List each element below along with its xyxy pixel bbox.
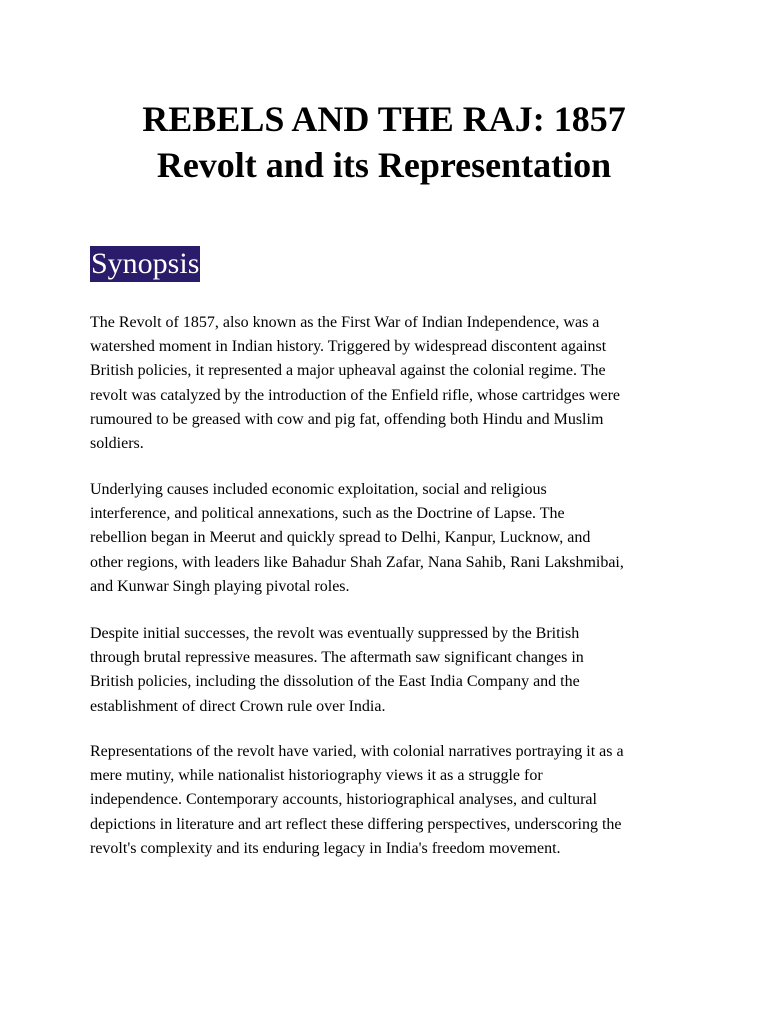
paragraph-line: mere mutiny, while nationalist historiography views it as a struggle for <box>90 767 543 785</box>
paragraph-line: and Kunwar Singh playing pivotal roles. <box>90 577 350 595</box>
paragraph-4 <box>90 740 714 861</box>
paragraph-2 <box>90 478 714 599</box>
paragraph-line: interference, and political annexations, such as the Doctrine of Lapse. The <box>90 505 565 523</box>
paragraph-line: independence. Contemporary accounts, historiographical analyses, and cultural <box>90 791 597 809</box>
paragraph-line: revolt's complexity and its enduring legacy in India's freedom movement. <box>90 839 561 857</box>
paragraph-line: watershed moment in Indian history. Triggered by widespread discontent against <box>90 338 607 356</box>
document-title-line-2: Revolt and its Representation <box>156 145 612 185</box>
paragraph-line: rumoured to be greased with cow and pig fat, offending both Hindu and Muslim <box>90 410 604 428</box>
paragraph-line: rebellion began in Meerut and quickly spread to Delhi, Kanpur, Lucknow, and <box>90 529 591 547</box>
paragraph-line: The Revolt of 1857, also known as the First War of Indian Independence, was a <box>90 314 600 331</box>
paragraph-line: Despite initial successes, the revolt was eventually suppressed by the British <box>90 625 580 642</box>
paragraph-line: revolt was catalyzed by the introduction of the Enfield rifle, whose cartridges were <box>90 386 621 404</box>
paragraph-3 <box>90 622 714 719</box>
document-title-line-1: REBELS AND THE RAJ: 1857 <box>142 99 626 139</box>
paragraph-line: Underlying causes included economic exploitation, social and religious <box>90 481 547 498</box>
paragraph-line: establishment of direct Crown rule over India. <box>90 697 386 715</box>
paragraph-line: through brutal repressive measures. The aftermath saw significant changes in <box>90 649 584 667</box>
paragraph-line: soldiers. <box>90 435 144 453</box>
paragraph-line: depictions in literature and art reflect these differing perspectives, underscoring the <box>90 815 622 833</box>
paragraph-line: British policies, it represented a major upheaval against the colonial regime. The <box>90 362 606 380</box>
paragraph-1 <box>90 311 714 456</box>
section-heading-synopsis: Synopsis <box>91 247 200 280</box>
paragraph-line: other regions, with leaders like Bahadur Shah Zafar, Nana Sahib, Rani Lakshmibai, <box>90 553 624 571</box>
paragraph-line: Representations of the revolt have varied, with colonial narratives portraying it as a <box>90 743 624 760</box>
paragraph-line: British policies, including the dissolution of the East India Company and the <box>90 673 580 691</box>
